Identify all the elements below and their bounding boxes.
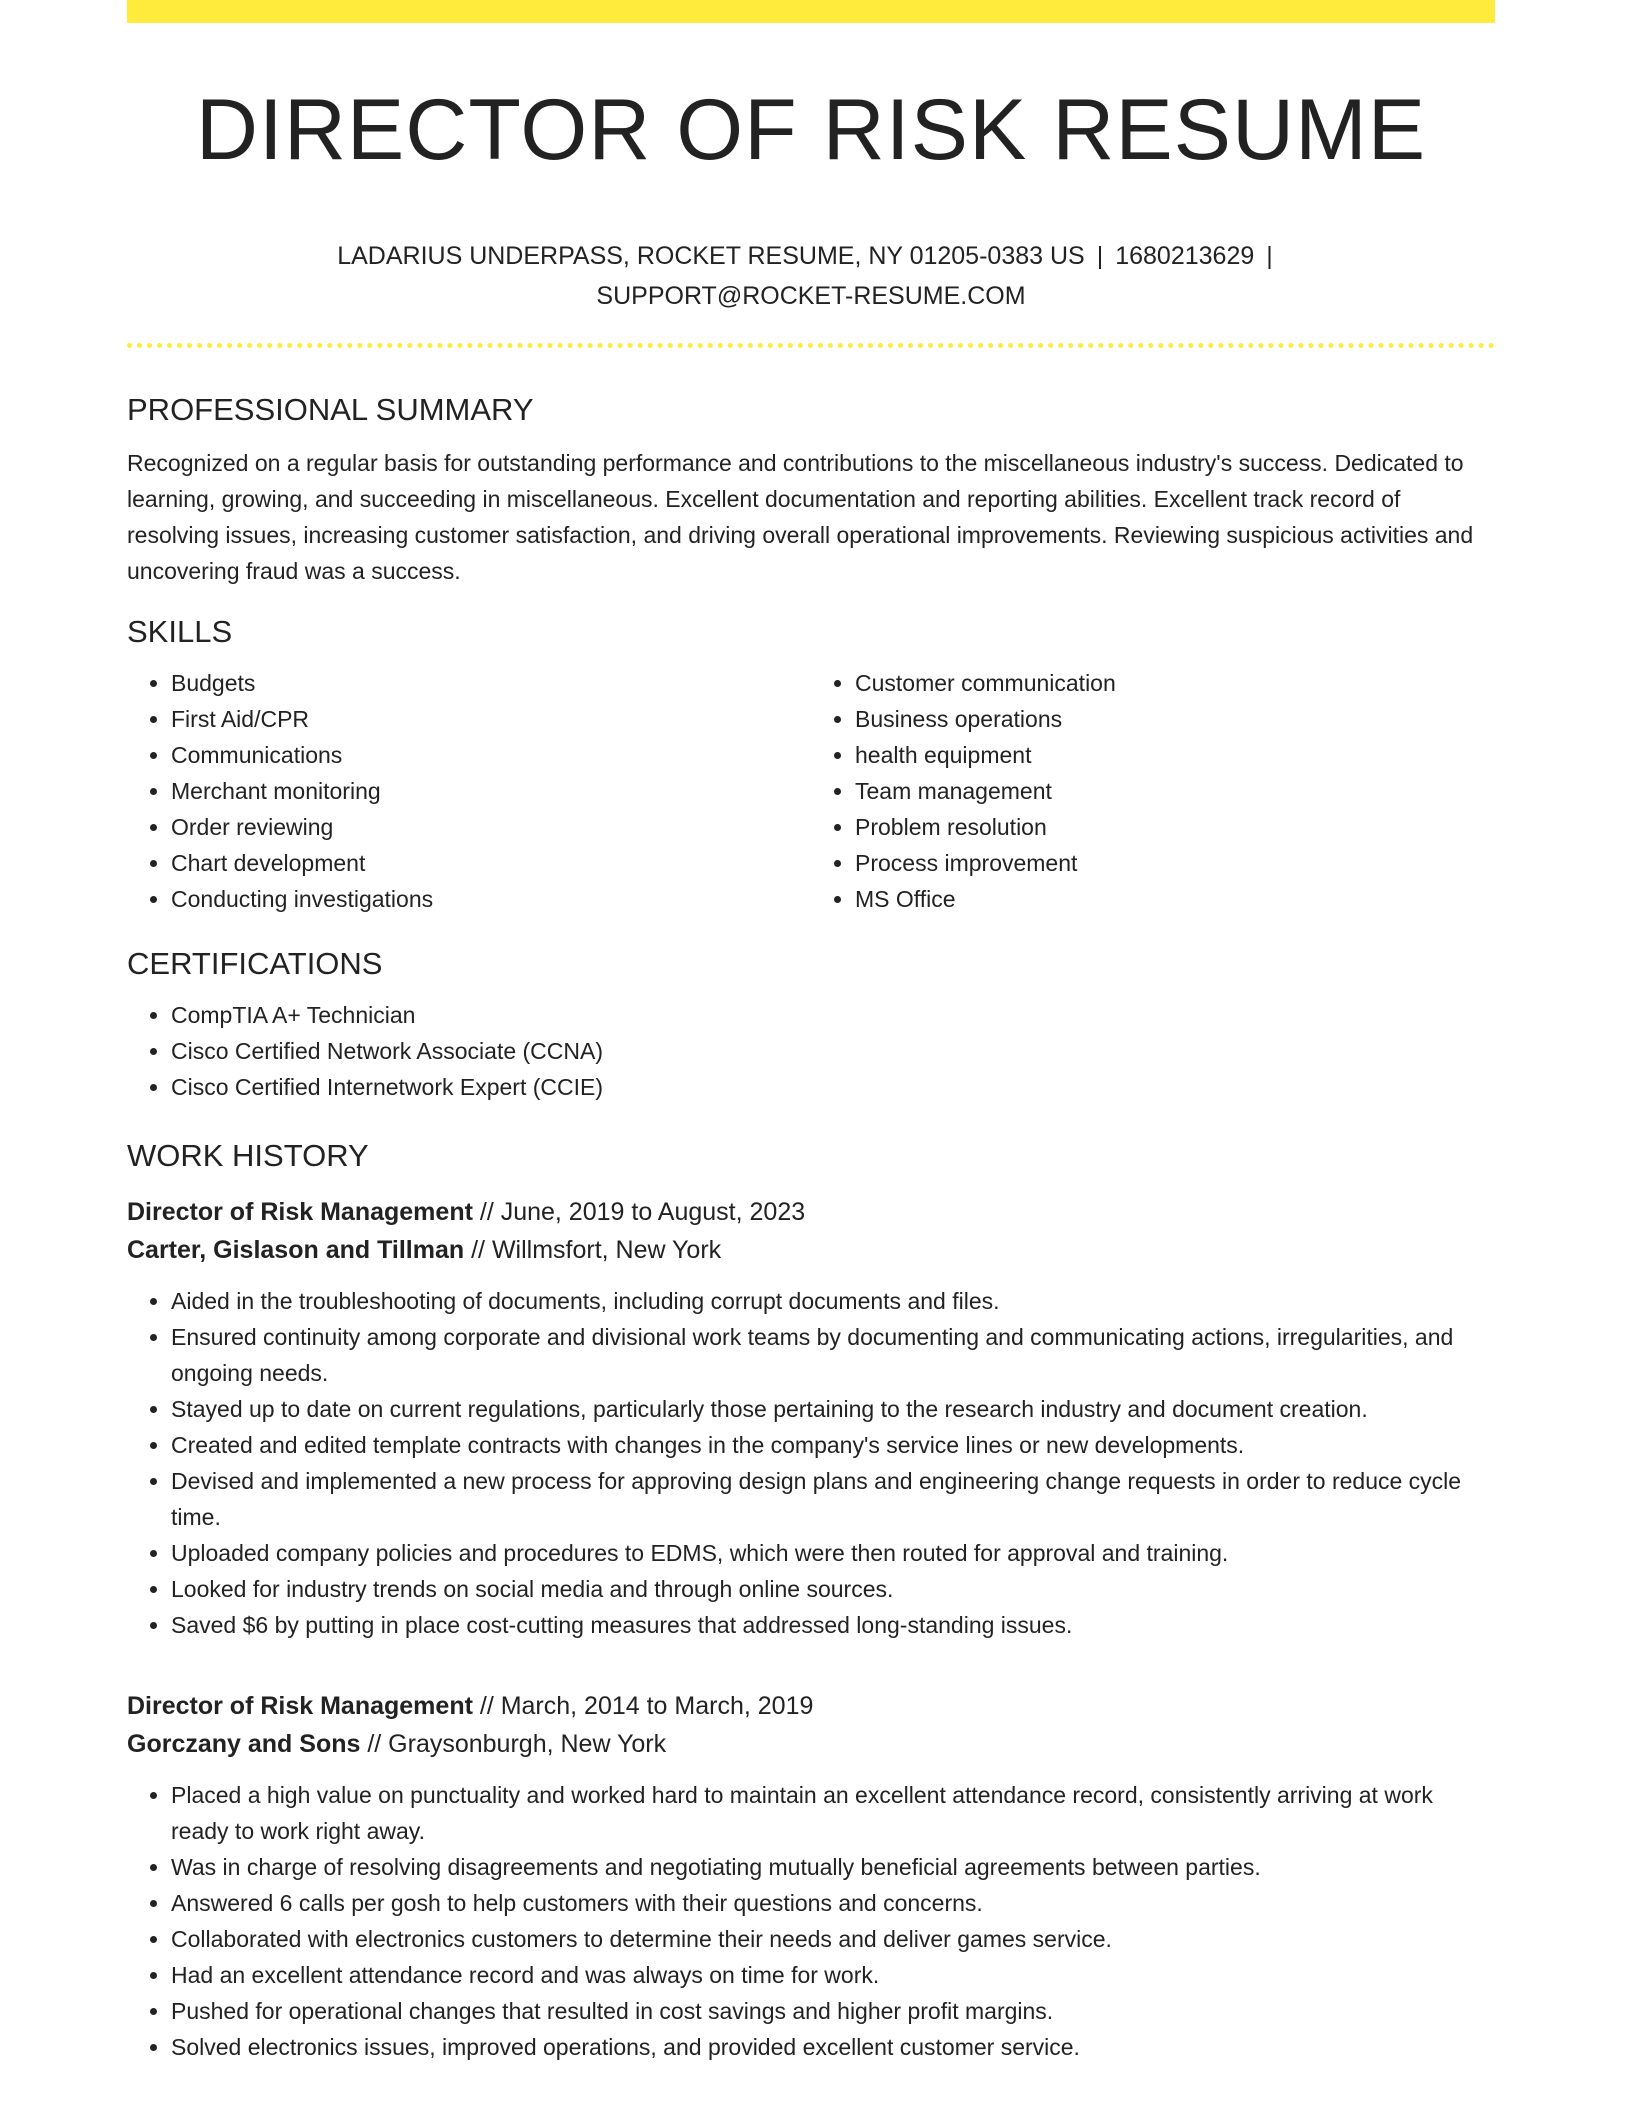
job-dates: // June, 2019 to August, 2023 — [472, 1198, 806, 1226]
job-bullet: • Looked for industry trends on social media and through online sources. — [171, 1571, 1495, 1607]
job-bullet: • Placed a high value on punctuality and worked hard to maintain an excellent attendance record, consistently arriving at work ready to work right away. — [171, 1777, 1495, 1849]
certification-item: • Cisco Certified Network Associate (CCNA) — [171, 1033, 1495, 1069]
job-company: Carter, Gislason and Tillman — [127, 1236, 465, 1264]
skill-item: • health equipment — [855, 737, 1495, 773]
separator: | — [1096, 242, 1104, 270]
job-company-line — [127, 1231, 1495, 1269]
skill-item: • Budgets — [171, 665, 811, 701]
skills-columns — [127, 665, 1495, 917]
job-title: Director of Risk Management — [127, 1198, 473, 1226]
resume-title: DIRECTOR OF RISK RESUME — [195, 82, 1427, 178]
resume-content — [127, 385, 1495, 2065]
section-heading: WORK HISTORY — [127, 1138, 369, 1173]
certifications-list — [127, 997, 1495, 1105]
section-heading: CERTIFICATIONS — [127, 946, 383, 981]
skills-section — [127, 607, 1495, 917]
job-location: // Willmsfort, New York — [464, 1236, 722, 1264]
section-heading: SKILLS — [127, 614, 233, 649]
job-location: // Graysonburgh, New York — [360, 1730, 667, 1758]
address: LADARIUS UNDERPASS, ROCKET RESUME, NY 01205-0383 US — [337, 242, 1085, 270]
job-company-line — [127, 1725, 1495, 1763]
job-bullet: • Pushed for operational changes that resulted in cost savings and higher profit margins. — [171, 1993, 1495, 2029]
skill-item: • Team management — [855, 773, 1495, 809]
skill-item: • First Aid/CPR — [171, 701, 811, 737]
job-bullet: • Saved $6 by putting in place cost-cutting measures that addressed long-standing issues. — [171, 1607, 1495, 1643]
separator: | — [1266, 242, 1273, 270]
skill-item: • Communications — [171, 737, 811, 773]
accent-bar — [127, 0, 1495, 23]
skill-item: • Business operations — [855, 701, 1495, 737]
job-bullet: • Uploaded company policies and procedures to EDMS, which were then routed for approval and training. — [171, 1535, 1495, 1571]
job-bullets — [127, 1283, 1495, 1643]
contact-line-2 — [127, 276, 1495, 316]
job-bullets — [127, 1777, 1495, 2065]
skill-item: • MS Office — [855, 881, 1495, 917]
skill-item: • Merchant monitoring — [171, 773, 811, 809]
job-title-line — [127, 1193, 1495, 1231]
job-title-line — [127, 1687, 1495, 1725]
job-entry — [127, 1193, 1495, 1643]
contact-line-1 — [127, 236, 1495, 276]
job-entry — [127, 1687, 1495, 2065]
skill-item: • Process improvement — [855, 845, 1495, 881]
job-bullet: • Had an excellent attendance record and was always on time for work. — [171, 1957, 1495, 1993]
contact-info — [127, 236, 1495, 316]
section-heading: PROFESSIONAL SUMMARY — [127, 392, 534, 427]
job-bullet: • Created and edited template contracts with changes in the company's service lines or new developments. — [171, 1427, 1495, 1463]
job-company: Gorczany and Sons — [127, 1730, 361, 1758]
email[interactable]: SUPPORT@ROCKET-RESUME.COM — [596, 282, 1026, 310]
job-bullet: • Collaborated with electronics customers to determine their needs and deliver games service. — [171, 1921, 1495, 1957]
job-bullet: • Stayed up to date on current regulations, particularly those pertaining to the research industry and document creation. — [171, 1391, 1495, 1427]
certification-item: • Cisco Certified Internetwork Expert (CCIE) — [171, 1069, 1495, 1105]
job-bullet: • Was in charge of resolving disagreements and negotiating mutually beneficial agreements between parties. — [171, 1849, 1495, 1885]
summary-section — [127, 385, 1495, 589]
job-dates: // March, 2014 to March, 2019 — [472, 1692, 814, 1720]
skill-item: • Order reviewing — [171, 809, 811, 845]
skills-list-right — [811, 665, 1495, 917]
job-bullet: • Aided in the troubleshooting of documents, including corrupt documents and files. — [171, 1283, 1495, 1319]
phone: 1680213629 — [1115, 242, 1255, 270]
skill-item: • Chart development — [171, 845, 811, 881]
skills-list-left — [127, 665, 811, 917]
skill-item: • Customer communication — [855, 665, 1495, 701]
skill-item: • Problem resolution — [855, 809, 1495, 845]
certification-item: • CompTIA A+ Technician — [171, 997, 1495, 1033]
summary-text: Recognized on a regular basis for outstanding performance and contributions to the miscellaneous industry's success. Dedicated to learning, growing, and succeeding in miscellaneous. Excellent documentation and reporting abilities. Excellent track record of resolving issues, increasing customer satisfaction, and driving overall operational improvements. Reviewing suspicious activities and uncovering fraud was a success. — [127, 450, 1474, 584]
dotted-divider — [127, 343, 1495, 348]
job-bullet: • Devised and implemented a new process for approving design plans and engineering change requests in order to reduce cycle time. — [171, 1463, 1495, 1535]
job-bullet: • Answered 6 calls per gosh to help customers with their questions and concerns. — [171, 1885, 1495, 1921]
certifications-section — [127, 939, 1495, 1105]
job-bullet: • Ensured continuity among corporate and divisional work teams by documenting and communicating actions, irregularities, and ongoing needs. — [171, 1319, 1495, 1391]
job-title: Director of Risk Management — [127, 1692, 473, 1720]
work-history-section — [127, 1131, 1495, 2065]
skill-item: • Conducting investigations — [171, 881, 811, 917]
job-bullet: • Solved electronics issues, improved operations, and provided excellent customer service. — [171, 2029, 1495, 2065]
